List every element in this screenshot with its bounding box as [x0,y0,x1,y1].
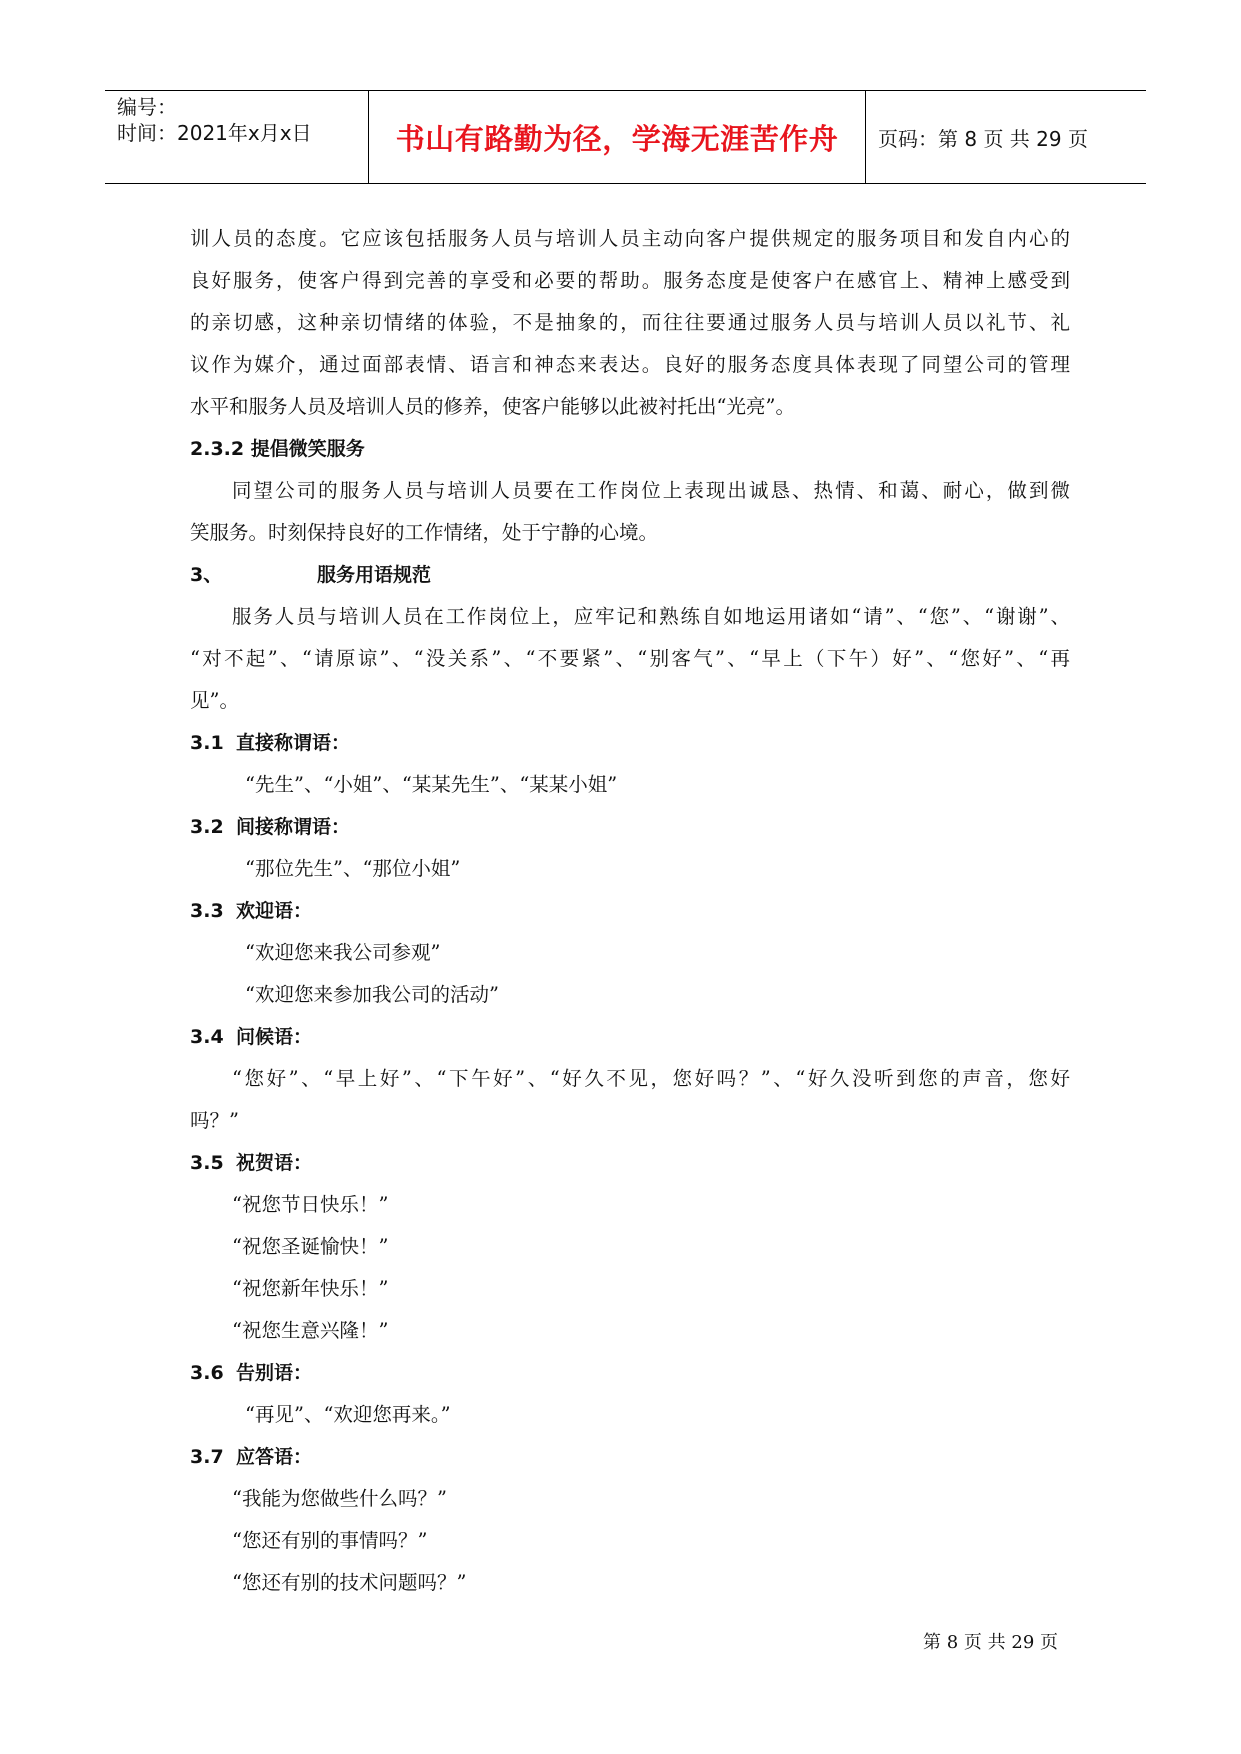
phrase-item: “再见”、“欢迎您再来。” [245,1403,451,1426]
phrase-item: “祝您生意兴隆！” [232,1319,389,1342]
phrase-item: “祝您圣诞愉快！” [232,1235,389,1258]
subsection-number: 3.2 [190,816,224,838]
phrase-item: “祝您新年快乐！” [232,1277,389,1300]
paragraph-line: 议作为媒介，通过面部表情、语言和神态来表达。良好的服务态度具体表现了同望公司的管理 [190,353,1070,376]
phrase-item: “我能为您做些什么吗？” [232,1487,447,1510]
paragraph-line: 笑服务。时刻保持良好的工作情绪，处于宁静的心境。 [190,521,659,544]
subsection-heading-3-3 [190,890,1070,932]
header-meta-cell [105,91,369,183]
document-date: 时间：2021年x月x日 [117,121,312,145]
paragraph-line: 服务人员与培训人员在工作岗位上，应牢记和熟练自如地运用诸如“请”、“您”、“谢谢”、 [232,605,1070,628]
paragraph-line: 同望公司的服务人员与培训人员要在工作岗位上表现出诚恳、热情、和蔼、耐心，做到微 [232,479,1070,502]
subsection-heading-3-4 [190,1016,1070,1058]
header-motto-cell [369,91,866,183]
document-number-label: 编号： [117,95,177,119]
phrase-item: “那位先生”、“那位小姐” [245,857,461,880]
section-heading-2-3-2: 2.3.2 提倡微笑服务 [190,438,365,460]
paragraph-line: 训人员的态度。它应该包括服务人员与培训人员主动向客户提供规定的服务项目和发自内心的 [190,227,1070,250]
phrase-item: “您还有别的技术问题吗？” [232,1571,467,1594]
subsection-title: 欢迎语： [236,900,313,922]
subsection-title: 告别语： [236,1362,313,1384]
paragraph-line: “对不起”、“请原谅”、“没关系”、“不要紧”、“别客气”、“早上（下午）好”、“您好”、“再 [190,647,1070,670]
subsection-title: 直接称谓语： [236,732,351,754]
phrase-item: 吗？” [190,1109,239,1132]
phrase-item: “祝您节日快乐！” [232,1193,389,1216]
paragraph-line: 见”。 [190,689,239,712]
subsection-number: 3.5 [190,1152,224,1174]
subsection-heading-3-7 [190,1436,1070,1478]
paragraph-line: 良好服务，使客户得到完善的享受和必要的帮助。服务态度是使客户在感官上、精神上感受到 [190,269,1070,292]
header-motto: 书山有路勤为径，学海无涯苦作舟 [395,122,839,156]
phrase-item: “欢迎您来参加我公司的活动” [245,983,499,1006]
subsection-heading-3-6 [190,1352,1070,1394]
subsection-number: 3.3 [190,900,224,922]
subsection-number: 3.1 [190,732,224,754]
section-number: 3、 [190,564,223,586]
paragraph-line: 水平和服务人员及培训人员的修养，使客户能够以此被衬托出“光亮”。 [190,395,795,418]
phrase-item: “您还有别的事情吗？” [232,1529,428,1552]
subsection-number: 3.6 [190,1362,224,1384]
subsection-number: 3.4 [190,1026,224,1048]
phrase-item: “先生”、“小姐”、“某某先生”、“某某小姐” [245,773,618,796]
document-body [190,218,1070,1604]
subsection-heading-3-5 [190,1142,1070,1184]
subsection-number: 3.7 [190,1446,224,1468]
header-page-info: 页码：第 8 页 共 29 页 [878,127,1088,151]
header-page-cell [866,91,1146,183]
subsection-title: 问候语： [236,1026,313,1048]
subsection-heading-3-2 [190,806,1070,848]
section-heading-3 [190,554,1070,596]
page-footer-number: 第 8 页 共 29 页 [923,1632,1058,1653]
subsection-heading-3-1 [190,722,1070,764]
subsection-title: 祝贺语： [236,1152,313,1174]
phrase-item: “欢迎您来我公司参观” [245,941,441,964]
subsection-title: 间接称谓语： [236,816,351,838]
paragraph-line: 的亲切感，这种亲切情绪的体验，不是抽象的，而往往要通过服务人员与培训人员以礼节、礼 [190,311,1070,334]
subsection-title: 应答语： [236,1446,313,1468]
phrase-item: “您好”、“早上好”、“下午好”、“好久不见，您好吗？”、“好久没听到您的声音，您好 [232,1067,1070,1090]
section-title: 服务用语规范 [317,564,432,586]
page-header [105,90,1146,184]
